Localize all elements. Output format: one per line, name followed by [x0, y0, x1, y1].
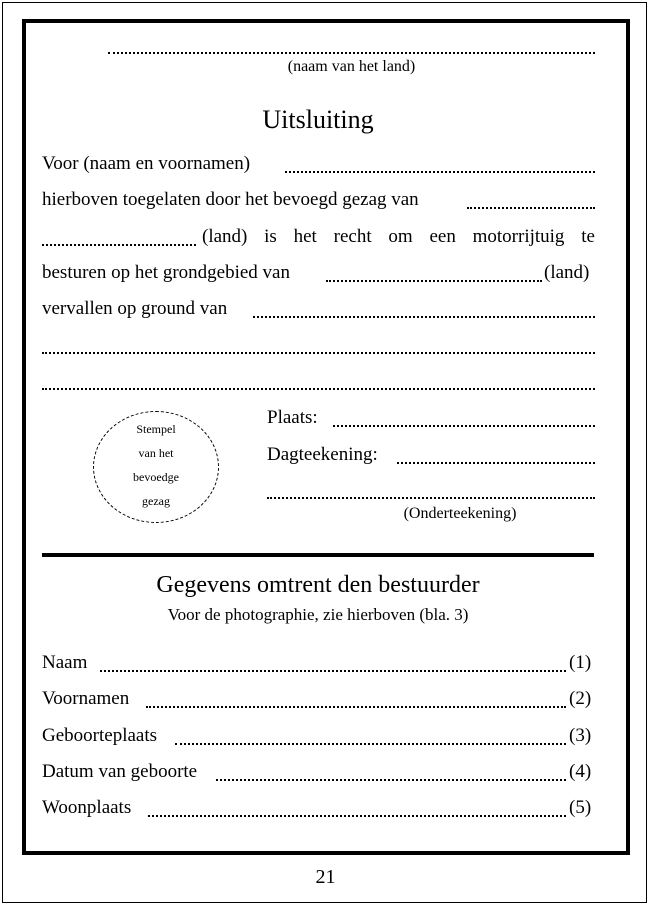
field-line-geboortedatum	[216, 779, 566, 781]
name-fill-line	[285, 171, 595, 173]
word: te	[581, 226, 595, 247]
exclusion-line-4: besturen op het grondgebied van	[42, 262, 290, 283]
field-line-naam	[100, 670, 566, 672]
stamp-line: gezag	[142, 494, 170, 508]
field-number-2: (2)	[569, 688, 592, 709]
country-line	[108, 52, 595, 54]
reason-fill-line-2	[42, 352, 595, 354]
field-label-voornamen: Voornamen	[42, 688, 130, 709]
land-label: (land)	[202, 226, 248, 247]
field-line-woonplaats	[148, 815, 566, 817]
place-fill-line	[333, 425, 595, 427]
driver-title: Gegevens omtrent den bestuurder	[156, 572, 480, 598]
field-line-voornamen	[146, 706, 566, 708]
field-label-naam: Naam	[42, 652, 88, 673]
exclusion-line-1: Voor (naam en voornamen)	[42, 153, 251, 174]
page-number: 21	[315, 866, 336, 888]
word: is	[264, 226, 277, 247]
section-divider	[42, 553, 594, 557]
word: motorrijtuig	[472, 226, 565, 247]
authority-stamp	[93, 411, 219, 523]
country-caption: (naam van het land)	[287, 58, 416, 75]
land-fill-line	[42, 244, 196, 246]
signature-caption: (Onderteekening)	[403, 505, 517, 522]
place-label: Plaats:	[267, 407, 318, 428]
stamp-line: van het	[138, 446, 174, 460]
field-number-3: (3)	[569, 725, 592, 746]
authority-fill-line	[467, 207, 595, 209]
land-label-2: (land)	[544, 262, 590, 283]
word: een	[429, 226, 456, 247]
exclusion-line-2: hierboven toegelaten door het bevoegd gezag van	[42, 189, 419, 210]
date-label: Dagteekening:	[267, 444, 378, 465]
signature-fill-line	[267, 497, 595, 499]
word: recht	[333, 226, 372, 247]
word: het	[293, 226, 317, 247]
field-label-geboorteplaats: Geboorteplaats	[42, 725, 158, 746]
field-number-4: (4)	[569, 761, 592, 782]
field-line-geboorteplaats	[175, 743, 566, 745]
field-label-geboortedatum: Datum van geboorte	[42, 761, 198, 782]
stamp-line: bevoedge	[133, 470, 179, 484]
field-label-woonplaats: Woonplaats	[42, 797, 132, 818]
reason-fill-line-1	[253, 316, 595, 318]
word: om	[388, 226, 413, 247]
exclusion-line-5: vervallen op ground van	[42, 298, 228, 319]
driver-subtitle: Voor de photographie, zie hierboven (bla. 3)	[167, 605, 469, 624]
field-number-5: (5)	[569, 797, 592, 818]
exclusion-title: Uitsluiting	[262, 105, 374, 134]
reason-fill-line-3	[42, 388, 595, 390]
date-fill-line	[397, 462, 595, 464]
field-number-1: (1)	[569, 652, 592, 673]
stamp-line: Stempel	[136, 422, 176, 436]
territory-fill-line	[326, 280, 542, 282]
exclusion-line-3	[202, 226, 595, 248]
